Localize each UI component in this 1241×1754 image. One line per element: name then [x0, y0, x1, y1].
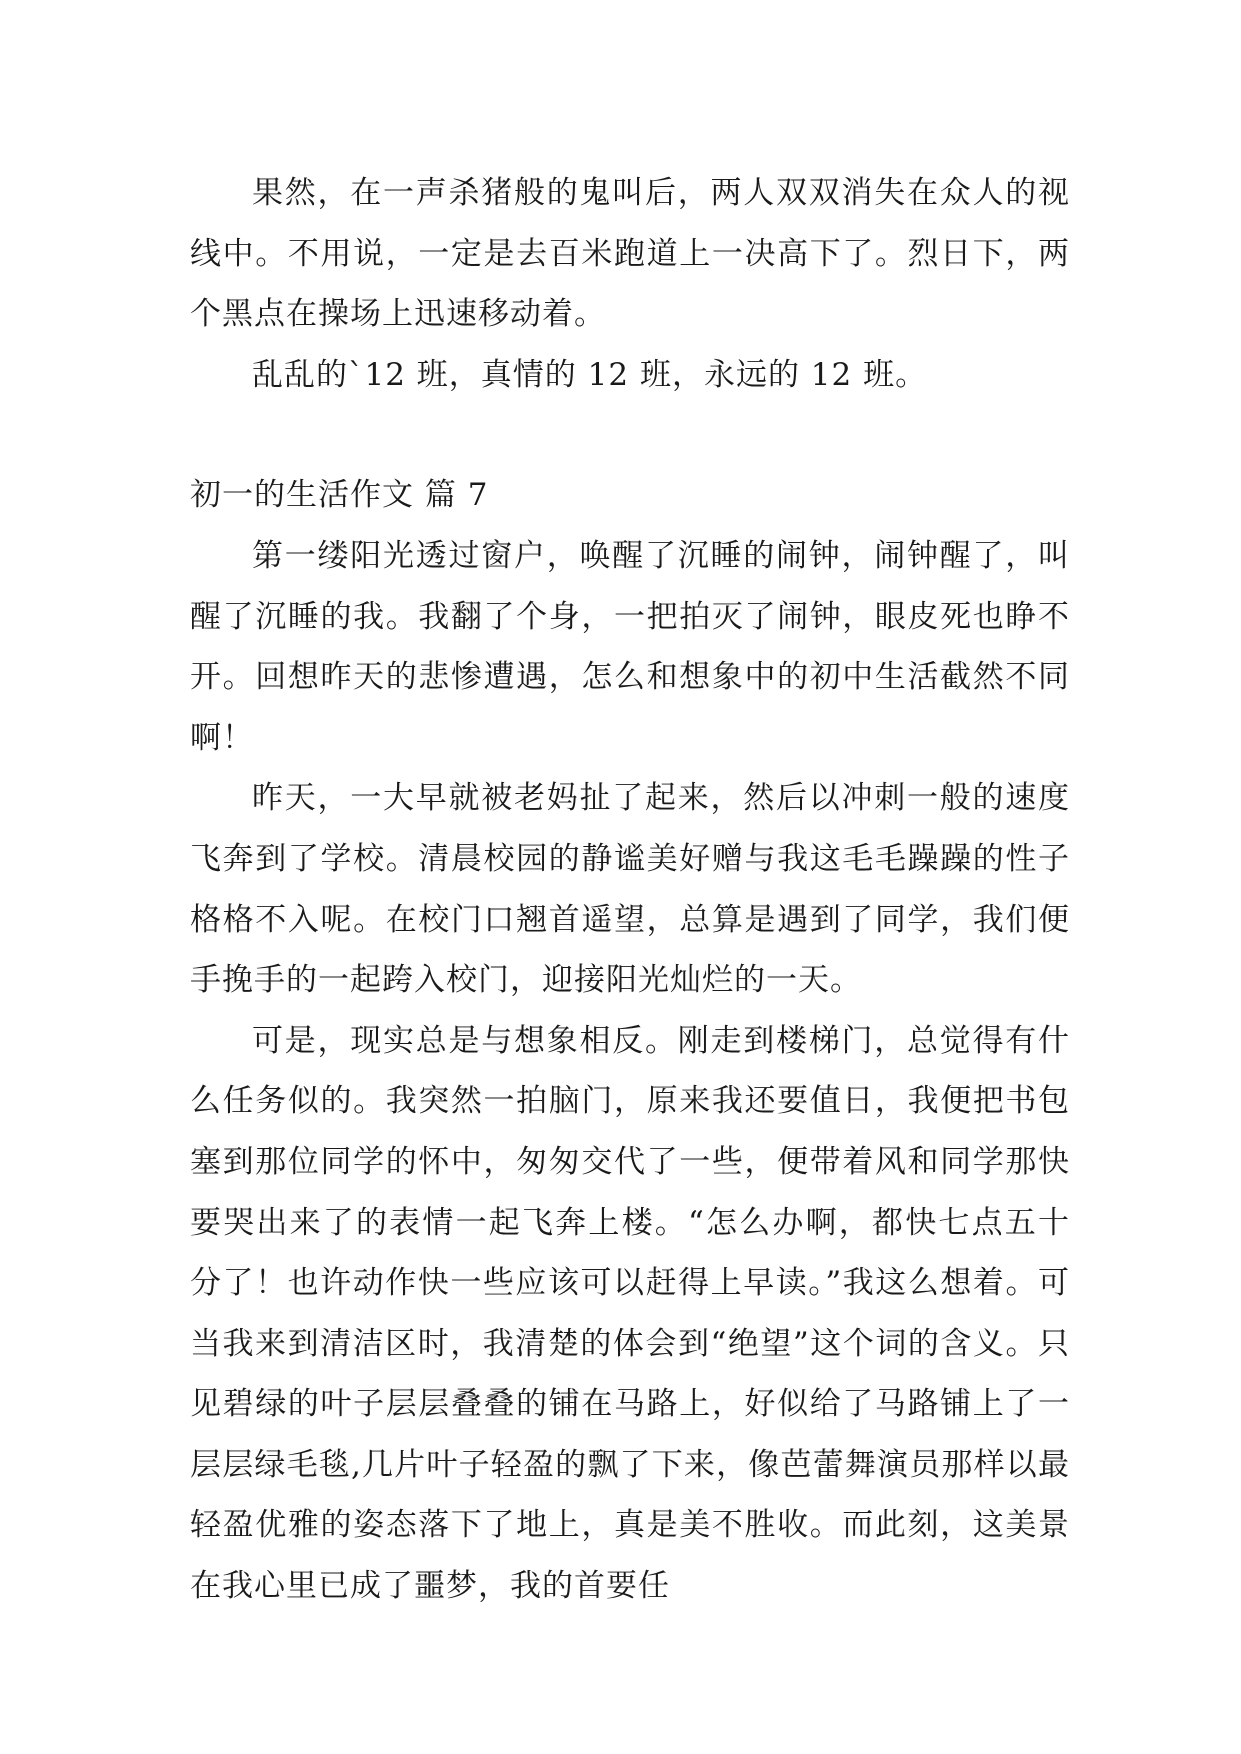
section-heading: 初一的生活作文 篇 7: [190, 477, 489, 514]
paragraph: 第一缕阳光透过窗户，唤醒了沉睡的闹钟，闹钟醒了，叫醒了沉睡的我。我翻了个身，一把拍灭了闹钟，眼皮死也睁不开。回想昨天的悲惨遭遇，怎么和想象中的初中生活截然不同啊！: [190, 537, 1070, 756]
paragraph: 乱乱的`12 班，真情的 12 班，永远的 12 班。: [252, 356, 928, 393]
section-gap: [190, 405, 1070, 465]
paragraph: 果然，在一声杀猪般的鬼叫后，两人双双消失在众人的视线中。不用说，一定是去百米跑道上一决高下了。烈日下，两个黑点在操场上迅速移动着。: [190, 175, 1070, 333]
document-body: [190, 163, 1070, 1617]
paragraph: 昨天，一大早就被老妈扯了起来，然后以冲刺一般的速度飞奔到了学校。清晨校园的静谧美好赠与我这毛毛躁躁的性子格格不入呢。在校门口翘首遥望，总算是遇到了同学，我们便手挽手的一起跨入校门，迎接阳光灿烂的一天。: [190, 780, 1070, 999]
paragraph: 可是，现实总是与想象相反。刚走到楼梯门，总觉得有什么任务似的。我突然一拍脑门，原来我还要值日，我便把书包塞到那位同学的怀中，匆匆交代了一些，便带着风和同学那快要哭出来了的表情一起飞奔上楼。“怎么办啊，都快七点五十分了！也许动作快一些应该可以赶得上早读。”我这么想着。可当我来到清洁区时，我清楚的体会到“绝望”这个词的含义。只见碧绿的叶子层层叠叠的铺在马路上，好似给了马路铺上了一层层绿毛毯,几片叶子轻盈的飘了下来，像芭蕾舞演员那样以最轻盈优雅的姿态落下了地上，真是美不胜收。而此刻，这美景在我心里已成了噩梦，我的首要任: [190, 1022, 1070, 1605]
